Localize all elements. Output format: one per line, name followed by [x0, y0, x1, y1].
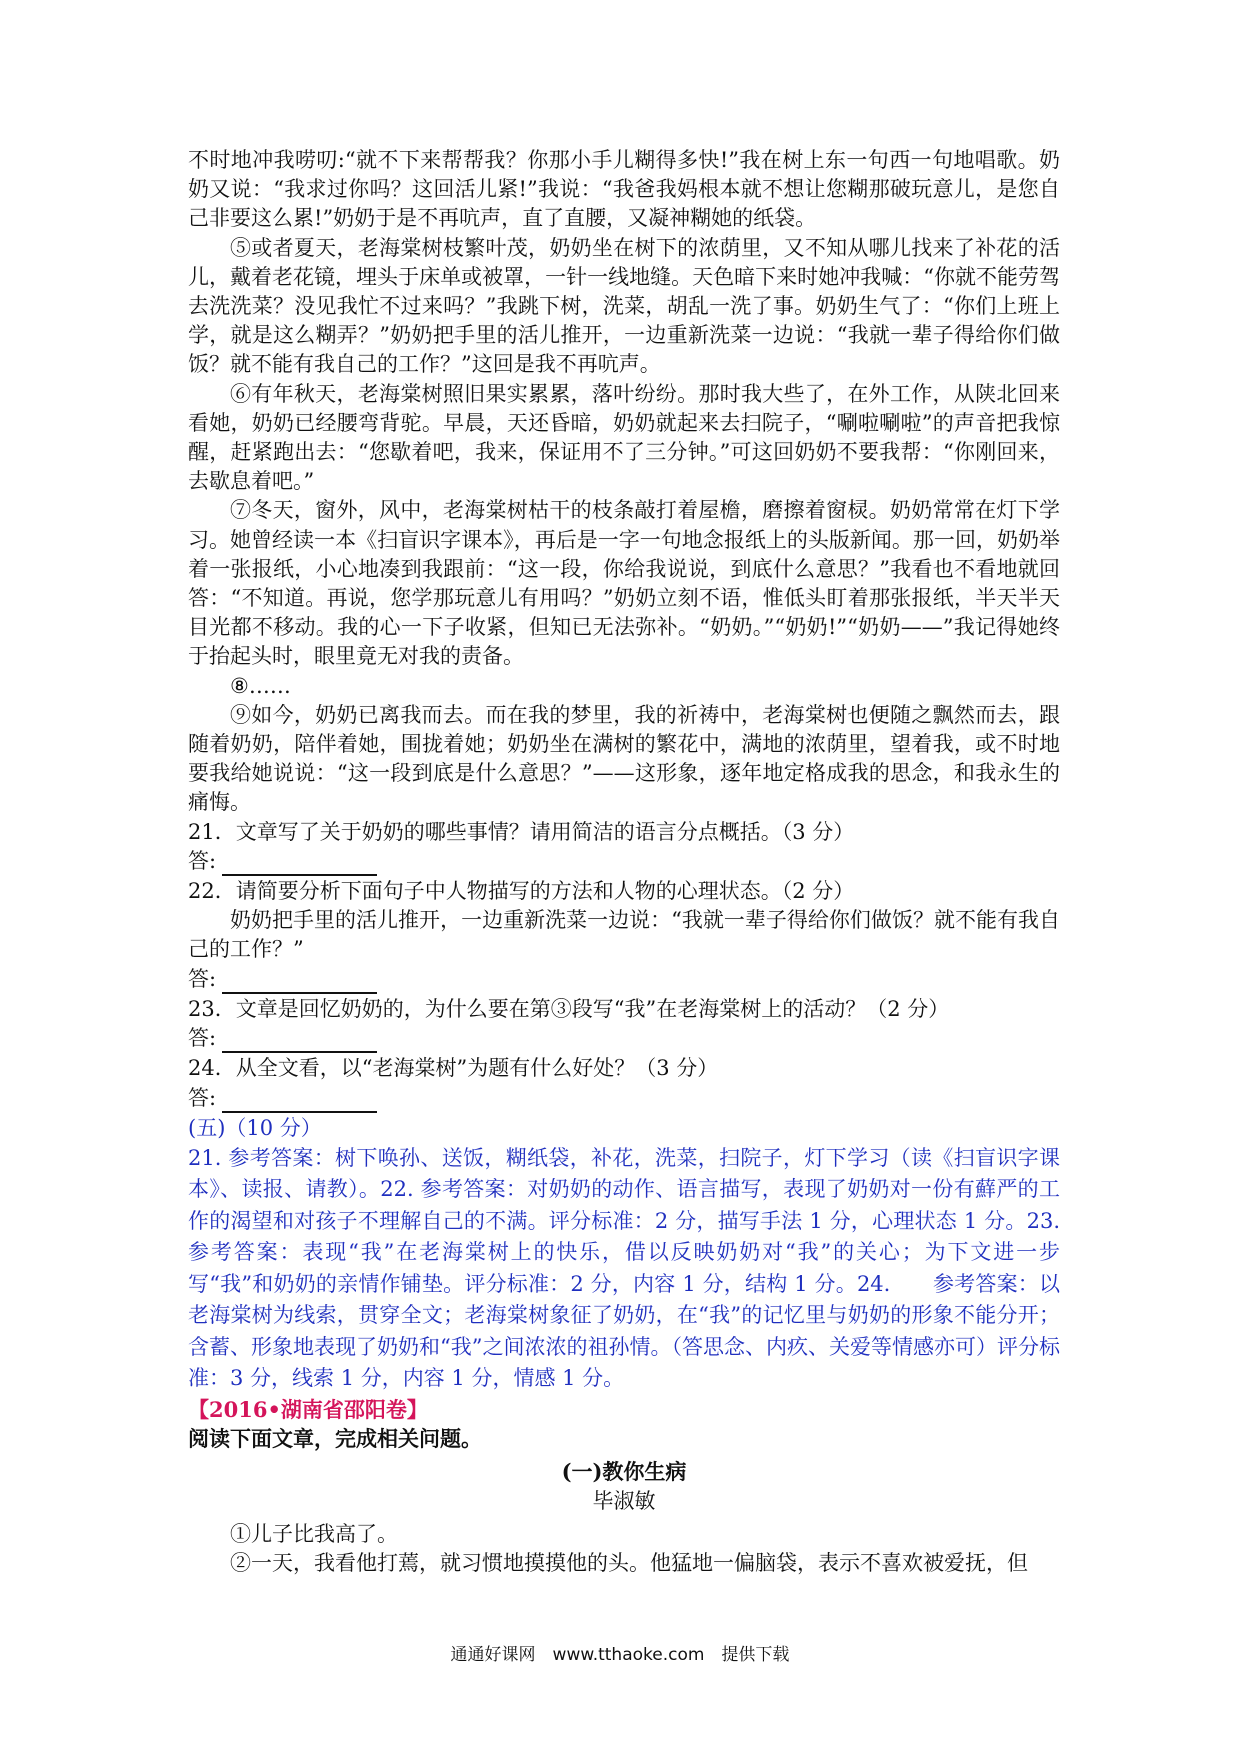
source-tag: 【2016•湖南省邵阳卷】: [188, 1396, 428, 1422]
answers-heading: (五)（10 分）: [188, 1115, 322, 1140]
reading-instruction: 阅读下面文章，完成相关问题。: [188, 1426, 482, 1452]
story-paragraph-5: ⑤或者夏天，老海棠树枝繁叶茂，奶奶坐在树下的浓荫里，又不知从哪儿找来了补花的活儿，戴着老花镜，埋头于床单或被罩，一针一线地缝。天色暗下来时她冲我喊：“你就不能劳驾去洗洗菜？没见我忙不过来吗？”我跳下树，洗菜，胡乱一洗了事。奶奶生气了：“你们上班上学，就是这么糊弄？”奶奶把手里的活儿推开，一边重新洗菜一边说：“我就一辈子得给你们做饭？就不能有我自己的工作？”这回是我不再吭声。: [188, 235, 1060, 377]
answer-blank-23: [188, 1024, 1060, 1053]
article-paragraph-1: ①儿子比我高了。: [230, 1521, 398, 1546]
answer-blank-21: [188, 847, 1060, 876]
answers-text: 21. 参考答案：树下唤孙、送饭，糊纸袋，补花，洗菜，扫院子，灯下学习（读《扫盲识字课本》、读报、请教）。22. 参考答案：对奶奶的动作、语言描写，表现了奶奶对一份有蘚严的工作的渴望和对孩子不理解自己的不满。评分标准：2 分，描写手法 1 分，心理状态 1 分。23. 参考答案：表现“我”在老海棠树上的快乐，借以反映奶奶对“我”的关心；为下文进一步写“我”和奶奶的亲情作铺垫。评分标准：2 分，内容 1 分，结构 1 分。24. 参考答案：以老海棠树为线索，贯穿全文；老海棠树象征了奶奶，在“我”的记忆里与奶奶的形象不能分开；含蓄、形象地表现了奶奶和“我”之间浓浓的祖孙情。（答思念、内疚、关爱等情感亦可）评分标准：3 分，线索 1 分，内容 1 分，情感 1 分。: [188, 1145, 1060, 1391]
article-title: (一)教你生病: [561, 1459, 687, 1485]
answer-blank-24: [188, 1084, 1060, 1113]
answer-line: [222, 1031, 377, 1053]
answer-line: [222, 972, 377, 994]
answer-line: [222, 1091, 377, 1113]
answer-blank-22: [188, 965, 1060, 994]
answer-line: [222, 854, 377, 876]
question-21: 21．文章写了关于奶奶的哪些事情？请用简洁的语言分点概括。（3 分）: [188, 819, 855, 844]
story-paragraph-9: ⑨如今，奶奶已离我而去。而在我的梦里，我的祈祷中，老海棠树也便随之飘然而去，跟随着奶奶，陪伴着她，围拢着她；奶奶坐在满树的繁花中，满地的浓荫里，望着我，或不时地要我给她说说：“这一段到底是什么意思？”——这形象，逐年地定格成我的思念，和我永生的痛悔。: [188, 702, 1060, 815]
question-22: 22．请简要分析下面句子中人物描写的方法和人物的心理状态。（2 分）: [188, 879, 855, 904]
reference-answers: [188, 1114, 1060, 1395]
answer-label: 答:: [188, 1026, 217, 1051]
answer-label: 答:: [188, 848, 217, 873]
story-paragraph-7: ⑦冬天，窗外，风中，老海棠树枯干的枝条敲打着屋檐，磨擦着窗棂。奶奶常常在灯下学习。她曾经读一本《扫盲识字课本》，再后是一字一句地念报纸上的头版新闻。那一回，奶奶举着一张报纸，小心地凑到我跟前：“这一段，你给我说说，到底什么意思？”我看也不看地就回答：“不知道。再说，您学那玩意儿有用吗？”奶奶立刻不语，惟低头盯着那张报纸，半天半天目光都不移动。我的心一下子收紧，但知已无法弥补。“奶奶。”“奶奶!”“奶奶——”我记得她终于抬起头时，眼里竟无对我的责备。: [188, 498, 1060, 669]
story-paragraph-6: ⑥有年秋天，老海棠树照旧果实累累，落叶纷纷。那时我大些了，在外工作，从陕北回来看她，奶奶已经腰弯背驼。早晨，天还昏暗，奶奶就起来去扫院子，“唰啦唰啦”的声音把我惊醒，赶紧跑出去：“您歇着吧，我来，保证用不了三分钟。”可这回奶奶不要我帮：“你刚回来，去歇息着吧。”: [188, 381, 1060, 494]
answer-label: 答:: [188, 966, 217, 991]
question-22-quote: 奶奶把手里的活儿推开，一边重新洗菜一边说：“我就一辈子得给你们做饭？就不能有我自己的工作？”: [188, 908, 1060, 962]
question-24: 24．从全文看，以“老海棠树”为题有什么好处？（3 分）: [188, 1056, 719, 1081]
answer-label: 答:: [188, 1085, 217, 1110]
story-paragraph-4-continued: 不时地冲我唠叨:“就不下来帮帮我？你那小手儿糊得多快!”我在树上东一句西一句地唱歌。奶奶又说：“我求过你吗？这回活儿紧!”我说：“我爸我妈根本就不想让您糊那破玩意儿，是您自己非要这么累!”奶奶于是不再吭声，直了直腰，又凝神糊她的纸袋。: [188, 148, 1060, 231]
article-author: 毕淑敏: [592, 1488, 656, 1513]
question-23: 23．文章是回忆奶奶的，为什么要在第③段写“我”在老海棠树上的活动？（2 分）: [188, 996, 950, 1021]
document-body: [188, 146, 1060, 1578]
story-paragraph-8: ⑧……: [230, 673, 291, 698]
article-paragraph-2: ②一天，我看他打蔫，就习惯地摸摸他的头。他猛地一偏脑袋，表示不喜欢被爱抚，但: [230, 1550, 1028, 1575]
page-footer: 通通好课网 www.tthaoke.com 提供下载: [450, 1645, 790, 1665]
